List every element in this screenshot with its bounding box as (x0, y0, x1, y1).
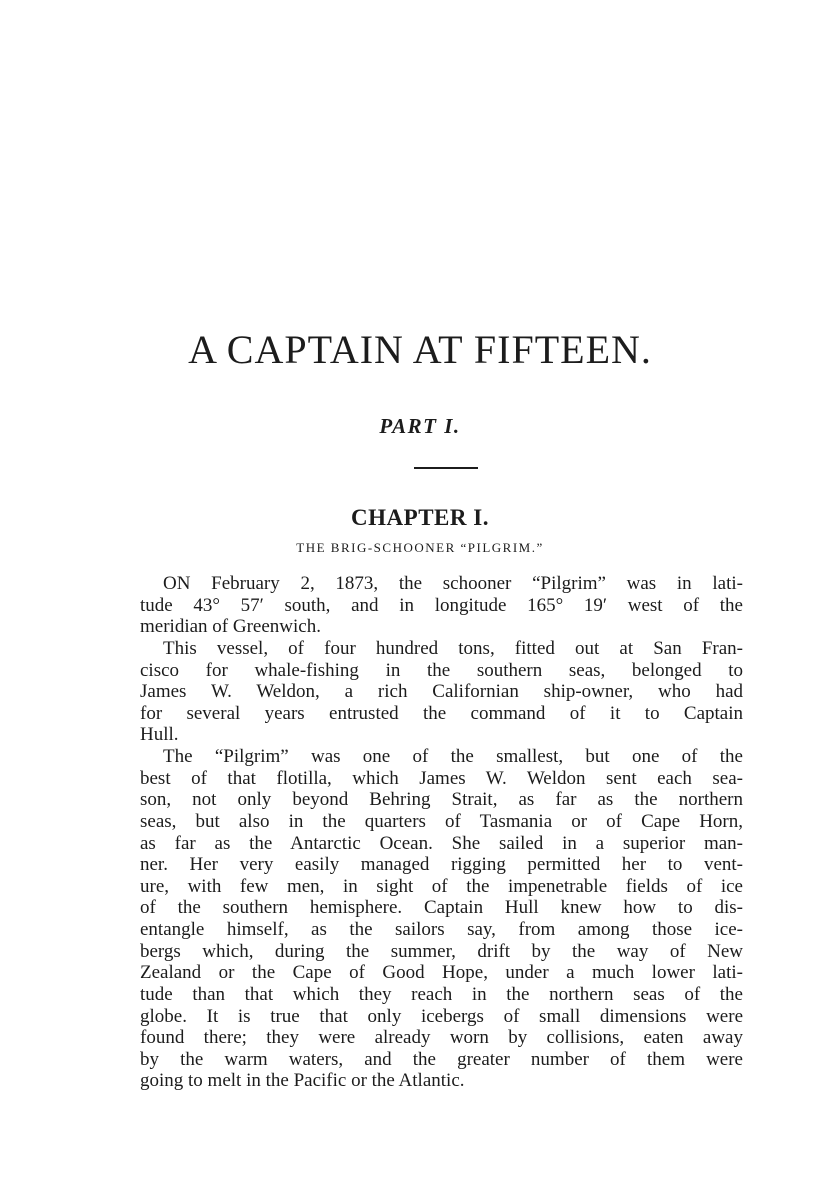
text-line: as far as the Antarctic Ocean. She sailed in a superior man- (140, 832, 743, 854)
text-line: globe. It is true that only icebergs of small dimensions were (140, 1005, 743, 1027)
text-line: bergs which, during the summer, drift by the way of New (140, 940, 743, 962)
text-line: James W. Weldon, a rich Californian ship-owner, who had (140, 681, 743, 703)
part-heading: PART I. (379, 414, 461, 438)
text-line: Hull. (140, 724, 179, 746)
text-line: tude than that which they reach in the northern seas of the (140, 983, 743, 1005)
text-line: son, not only beyond Behring Strait, as far as the northern (140, 789, 743, 811)
text-line: meridian of Greenwich. (140, 616, 321, 638)
text-line: This vessel, of four hundred tons, fitted out at San Fran- (163, 637, 743, 659)
chapter-body (140, 573, 743, 1092)
text-line: going to melt in the Pacific or the Atlantic. (140, 1070, 465, 1092)
book-title: A CAPTAIN AT FIFTEEN. (188, 327, 652, 372)
text-line: seas, but also in the quarters of Tasmania or of Cape Horn, (140, 810, 743, 832)
chapter-heading: CHAPTER I. (351, 505, 489, 530)
text-line: found there; they were already worn by collisions, eaten away (140, 1027, 743, 1049)
text-line: Zealand or the Cape of Good Hope, under a much lower lati- (140, 962, 743, 984)
text-line: best of that flotilla, which James W. Weldon sent each sea- (140, 767, 743, 789)
text-line: ner. Her very easily managed rigging permitted her to vent- (140, 854, 743, 876)
section-divider (414, 467, 478, 469)
text-line: for several years entrusted the command of it to Captain (140, 702, 743, 724)
text-line: by the warm waters, and the greater number of them were (140, 1048, 743, 1070)
text-line: tude 43° 57′ south, and in longitude 165° 19′ west of the (140, 594, 743, 616)
text-line: ON February 2, 1873, the schooner “Pilgrim” was in lati- (163, 573, 743, 594)
text-line: of the southern hemisphere. Captain Hull knew how to dis- (140, 897, 743, 919)
text-line: cisco for whale-fishing in the southern seas, belonged to (140, 659, 743, 681)
text-line: entangle himself, as the sailors say, from among those ice- (140, 919, 743, 940)
text-line: ure, with few men, in sight of the impenetrable fields of ice (140, 875, 743, 897)
chapter-subtitle: THE BRIG-SCHOONER “PILGRIM.” (296, 540, 544, 555)
text-line: The “Pilgrim” was one of the smallest, but one of the (163, 746, 743, 767)
